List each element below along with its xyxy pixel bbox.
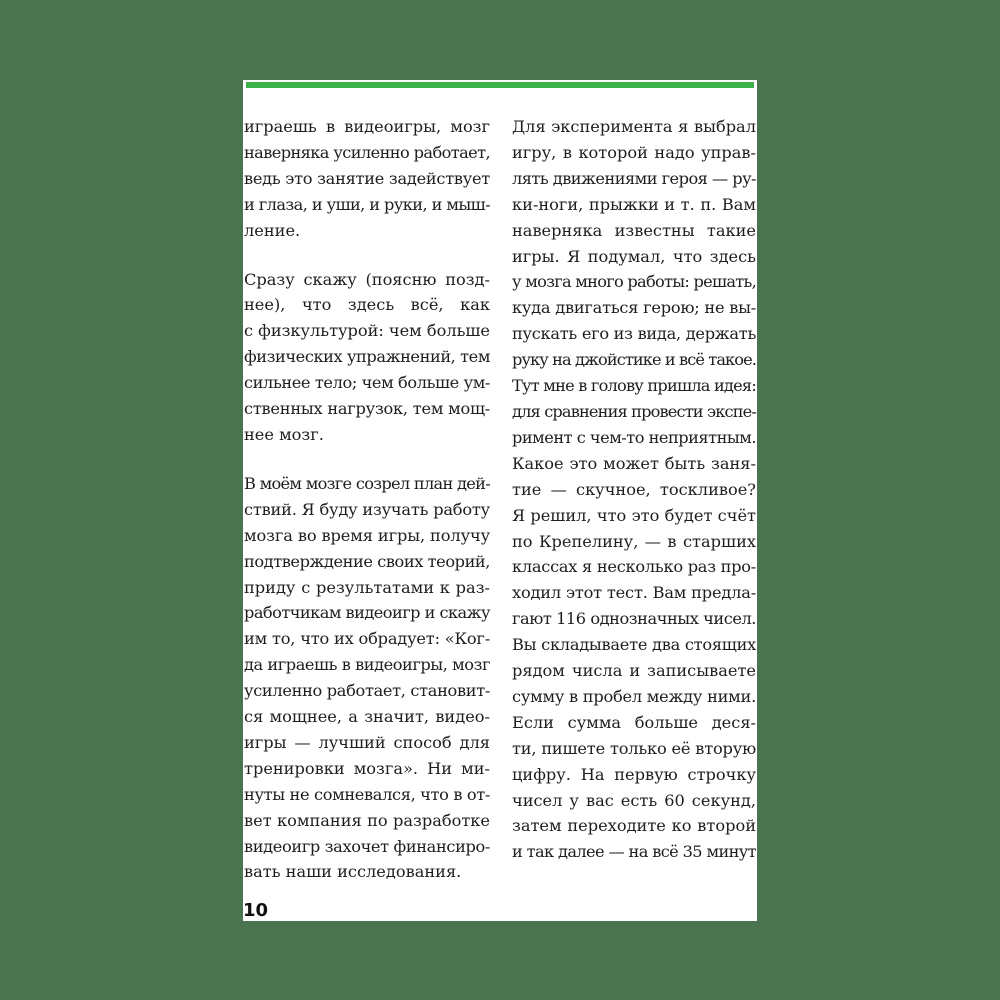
text-line: гают 116 однозначных чисел. (512, 609, 756, 629)
page-number: 10 (243, 900, 269, 921)
text-line: Сразу скажу (поясню позд- (244, 269, 490, 289)
text-line: подтверждение своих теорий, (244, 551, 490, 571)
text-line: тренировки мозга». Ни ми- (244, 758, 490, 778)
paragraph-gap (244, 448, 490, 471)
paragraph-gap (244, 244, 490, 267)
text-line: усиленно работает, становит- (244, 681, 490, 701)
text-line: пускать его из вида, держать (512, 324, 756, 344)
text-line: ки-ноги, прыжки и т. п. Вам (512, 194, 756, 214)
left-text-column (244, 114, 490, 885)
text-line: лять движениями героя — ру- (512, 168, 756, 188)
text-line: Какое это может быть заня- (512, 453, 756, 473)
text-line: игры. Я подумал, что здесь (512, 246, 756, 266)
text-line: куда двигаться герою; не вы- (512, 298, 756, 318)
text-line: мозга во время игры, получу (244, 525, 490, 545)
text-line: наверняка усиленно работает, (244, 142, 490, 162)
text-line: Для эксперимента я выбрал (512, 117, 756, 136)
book-page (243, 80, 757, 921)
text-line: работчикам видеоигр и скажу (244, 603, 490, 623)
text-line: наверняка известны такие (512, 220, 756, 240)
text-line: сильнее тело; чем больше ум- (244, 373, 490, 393)
paragraph (244, 267, 490, 448)
text-line: чисел у вас есть 60 секунд, (512, 790, 756, 810)
text-line: затем переходите ко второй (512, 816, 756, 836)
text-line: нее), что здесь всё, как (244, 295, 490, 315)
text-line: вет компания по разработке (244, 810, 490, 830)
text-line: рядом числа и записываете (512, 661, 756, 681)
text-line: им то, что их обрадует: «Ког- (244, 629, 490, 649)
paragraph (244, 114, 490, 244)
text-line: физических упражнений, тем (244, 347, 490, 367)
text-line: цифру. На первую строчку (512, 764, 756, 784)
text-line: с физкультурой: чем больше (244, 321, 490, 341)
text-line: классах я несколько раз про- (512, 557, 756, 577)
text-line: нее мозг. (244, 424, 324, 444)
text-line: сумму в пробел между ними. (512, 686, 756, 706)
text-line: игры — лучший способ для (244, 732, 490, 752)
text-line: и глаза, и уши, и руки, и мыш- (244, 194, 490, 214)
text-line: у мозга много работы: решать, (512, 272, 756, 292)
text-line: приду с результатами к раз- (244, 577, 490, 597)
text-line: руку на джойстике и всё такое. (512, 350, 756, 370)
text-line: для сравнения провести экспе- (512, 401, 756, 421)
text-line: ствий. Я буду изучать работу (244, 499, 490, 519)
text-line: Вы складываете два стоящих (512, 635, 756, 655)
text-line: ление. (244, 220, 301, 240)
text-line: ся мощнее, а значит, видео- (244, 707, 490, 727)
text-line: ходил этот тест. Вам предла- (512, 583, 756, 603)
paragraph (244, 471, 490, 886)
text-line: В моём мозге созрел план дей- (244, 473, 490, 493)
text-line: римент с чем-то неприятным. (512, 427, 756, 447)
text-line: нуты не сомневался, что в от- (244, 784, 490, 804)
text-line: Я решил, что это будет счёт (512, 505, 756, 525)
text-line: ственных нагрузок, тем мощ- (244, 399, 490, 419)
green-header-rule (246, 82, 754, 88)
text-line: игру, в которой надо управ- (512, 142, 756, 162)
paragraph (512, 114, 756, 865)
text-line: Тут мне в голову пришла идея: (512, 376, 756, 396)
text-line: Если сумма больше деся- (512, 712, 756, 732)
text-line: ведь это занятие задействует (244, 168, 490, 188)
right-text-column (512, 114, 756, 865)
text-line: тие — скучное, тоскливое? (512, 479, 756, 499)
text-line: ти, пишете только её вторую (512, 738, 756, 758)
text-line: и так далее — на всё 35 минут (512, 842, 756, 862)
text-line: по Крепелину, — в старших (512, 531, 756, 551)
text-line: да играешь в видеоигры, мозг (244, 655, 490, 675)
text-line: вать наши исследования. (244, 862, 462, 882)
text-line: играешь в видеоигры, мозг (244, 117, 490, 136)
text-line: видеоигр захочет финансиро- (244, 836, 490, 856)
